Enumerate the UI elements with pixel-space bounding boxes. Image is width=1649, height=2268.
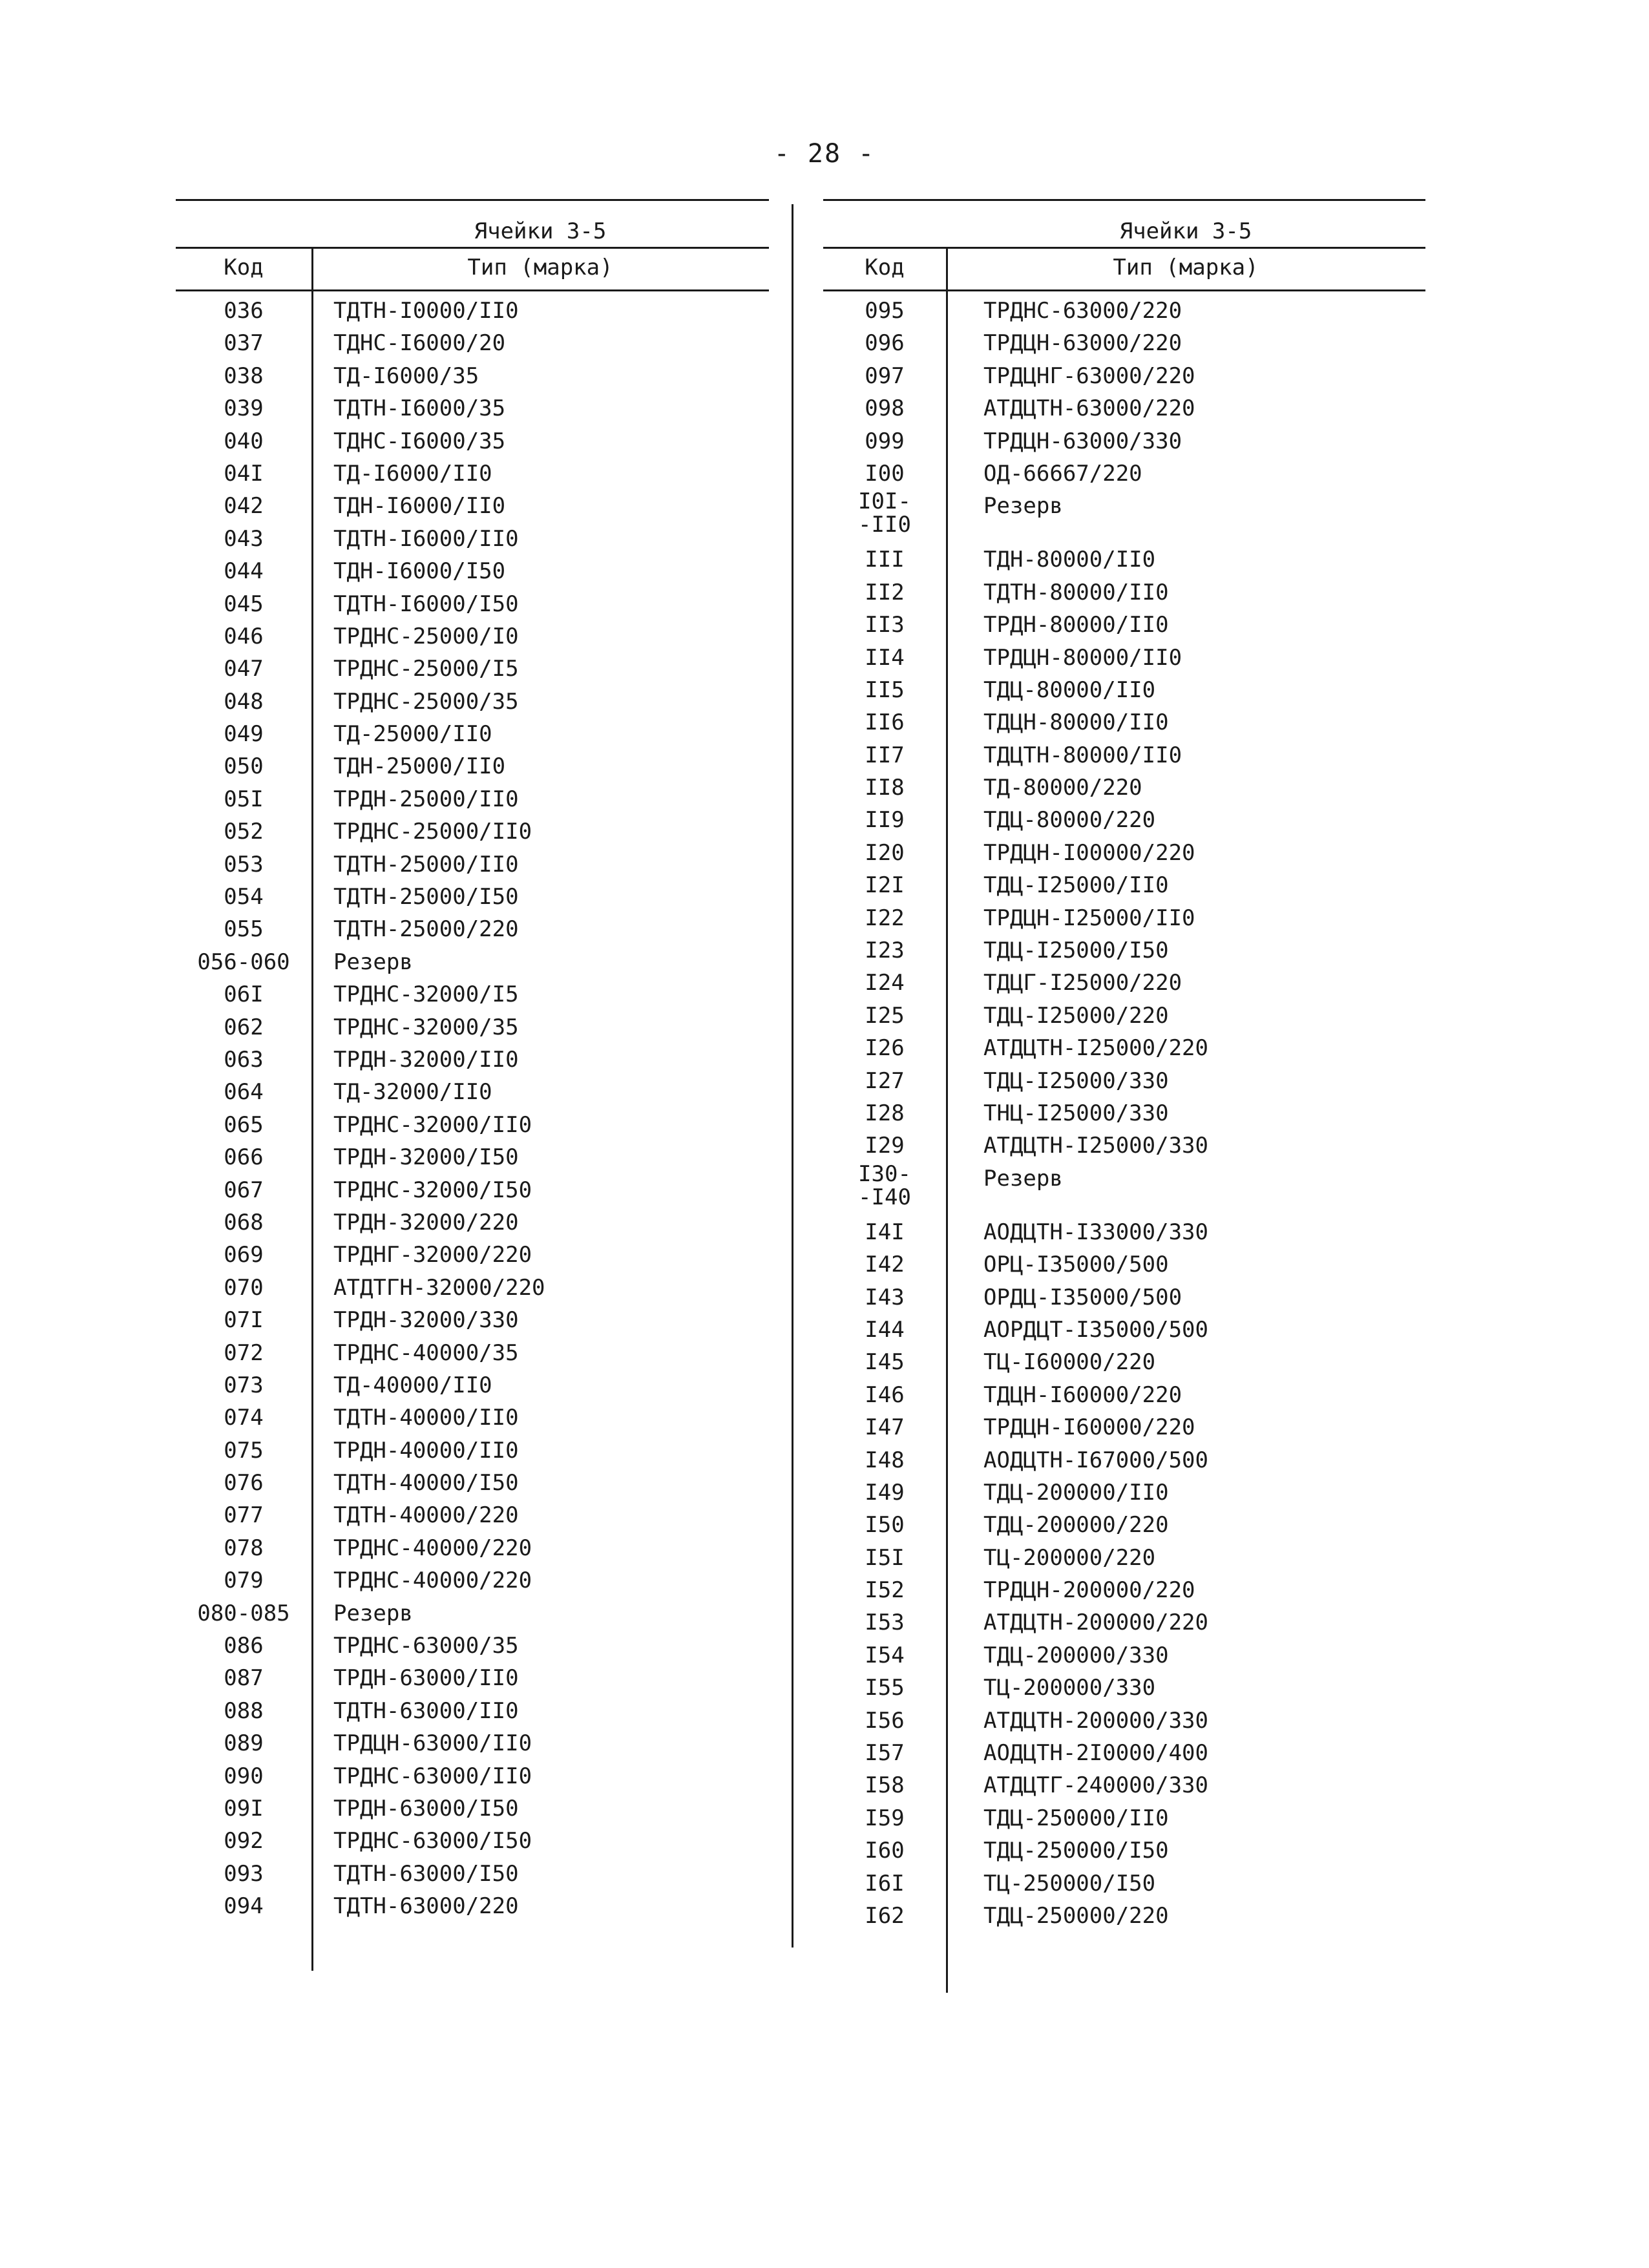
row-type: ТРДЦН-63000/220 — [983, 330, 1182, 357]
row-type: АОРДЦТ-I35000/500 — [983, 1316, 1208, 1343]
row-code: I47 — [865, 1414, 905, 1441]
row-type: ТРДНС-63000/II0 — [333, 1763, 532, 1789]
column-divider — [946, 248, 948, 1993]
row-code: 048 — [224, 688, 264, 715]
row-code: I54 — [865, 1642, 905, 1668]
row-type: ТД-I6000/35 — [333, 362, 479, 389]
row-code: I56 — [865, 1707, 905, 1734]
row-type: ТРДНС-63000/35 — [333, 1633, 519, 1659]
row-type: Резерв — [333, 1600, 413, 1626]
row-type: Резерв — [983, 1165, 1063, 1192]
row-code: I5I — [865, 1544, 905, 1571]
row-type: ТРДНГ-32000/220 — [333, 1242, 532, 1268]
row-type: ТДТН-40000/II0 — [333, 1405, 519, 1431]
row-type: ТРДН-32000/220 — [333, 1209, 519, 1235]
row-type: ТДТН-I6000/35 — [333, 395, 506, 422]
header-bottom-rule — [823, 289, 1425, 291]
row-code: 093 — [224, 1860, 264, 1887]
row-code: I24 — [865, 970, 905, 996]
row-code: 049 — [224, 721, 264, 748]
row-type: ТРДНС-25000/35 — [333, 688, 519, 715]
row-type: ТДЦ-I25000/220 — [983, 1002, 1169, 1029]
row-type: ТД-25000/II0 — [333, 721, 492, 748]
row-code: 092 — [224, 1828, 264, 1854]
row-type: ТРДНС-32000/I50 — [333, 1177, 532, 1203]
row-code: I46 — [865, 1381, 905, 1408]
row-type: ТРДНС-25000/I5 — [333, 656, 519, 682]
row-type: ТДЦ-I25000/II0 — [983, 872, 1169, 899]
header-bottom-rule — [176, 289, 769, 291]
row-type: ТДЦ-80000/220 — [983, 807, 1156, 834]
row-code: I27 — [865, 1067, 905, 1094]
row-type: ТДЦГ-I25000/220 — [983, 970, 1182, 996]
row-code: I6I — [865, 1870, 905, 1896]
row-type: ТДЦ-250000/II0 — [983, 1805, 1169, 1831]
row-code: 062 — [224, 1014, 264, 1040]
row-code: 078 — [224, 1535, 264, 1561]
row-type: ТДЦН-80000/II0 — [983, 709, 1169, 736]
row-code: 047 — [224, 656, 264, 682]
row-type: ТРДЦН-80000/II0 — [983, 644, 1182, 671]
row-code: I58 — [865, 1772, 905, 1799]
row-code: 072 — [224, 1339, 264, 1366]
row-code: II9 — [865, 807, 905, 834]
row-code: I57 — [865, 1740, 905, 1767]
center-divider — [792, 204, 793, 1948]
row-type: ТЦ-200000/330 — [983, 1675, 1156, 1701]
header-rule — [176, 247, 769, 249]
row-code: 052 — [224, 819, 264, 845]
row-code: 06I — [224, 982, 264, 1008]
row-code: III — [865, 547, 905, 573]
row-code: I50 — [865, 1512, 905, 1538]
row-type: ТДЦ-200000/II0 — [983, 1479, 1169, 1506]
row-code: 039 — [224, 395, 264, 422]
row-code: I30- -I40 — [858, 1160, 911, 1210]
row-type: ТРДН-32000/II0 — [333, 1046, 519, 1073]
row-type: АТДЦТН-200000/220 — [983, 1610, 1208, 1636]
header-rule — [823, 247, 1425, 249]
row-code: I60 — [865, 1838, 905, 1864]
row-type: ТДТН-I0000/II0 — [333, 298, 519, 324]
row-type: ТНЦ-I25000/330 — [983, 1100, 1169, 1126]
row-code: 098 — [865, 395, 905, 422]
row-code: 075 — [224, 1437, 264, 1464]
row-code: I52 — [865, 1577, 905, 1604]
row-code: I22 — [865, 905, 905, 931]
row-type: ТДТН-25000/I50 — [333, 884, 519, 910]
row-type: ТРДЦН-I00000/220 — [983, 839, 1195, 866]
row-code: 067 — [224, 1177, 264, 1203]
row-type: ТЦ-250000/I50 — [983, 1870, 1156, 1896]
row-code: 045 — [224, 591, 264, 617]
row-code: 064 — [224, 1079, 264, 1106]
row-code: I00 — [865, 460, 905, 487]
row-type: ТДН-80000/II0 — [983, 547, 1156, 573]
row-type: ТРДН-32000/I50 — [333, 1144, 519, 1171]
row-code: I26 — [865, 1035, 905, 1062]
row-code: I4I — [865, 1219, 905, 1245]
row-type: ТД-32000/II0 — [333, 1079, 492, 1106]
row-code: 054 — [224, 884, 264, 910]
row-code: I0I- -II0 — [858, 488, 911, 538]
row-type: ТДЦН-I60000/220 — [983, 1381, 1182, 1408]
row-type: ТДТН-63000/I50 — [333, 1860, 519, 1887]
row-code: I43 — [865, 1284, 905, 1310]
row-code: I25 — [865, 1002, 905, 1029]
row-type: ТДТН-25000/220 — [333, 916, 519, 943]
row-code: 056-060 — [197, 949, 290, 975]
row-type: ОРДЦ-I35000/500 — [983, 1284, 1182, 1310]
row-code: I48 — [865, 1447, 905, 1473]
row-code: I59 — [865, 1805, 905, 1831]
row-type: ТДНС-I6000/20 — [333, 330, 506, 357]
row-type: ТРДЦН-63000/330 — [983, 428, 1182, 454]
row-code: 080-085 — [197, 1600, 290, 1626]
row-code: II8 — [865, 775, 905, 801]
row-code: 042 — [224, 493, 264, 520]
row-type: ТРДНС-63000/I50 — [333, 1828, 532, 1854]
row-type: АТДТГН-32000/220 — [333, 1274, 545, 1301]
row-code: 079 — [224, 1568, 264, 1594]
row-code: 069 — [224, 1242, 264, 1268]
row-code: 043 — [224, 525, 264, 552]
column-header-type: Тип (марка) — [1113, 255, 1259, 280]
row-code: 099 — [865, 428, 905, 454]
row-type: ТРДЦНГ-63000/220 — [983, 362, 1195, 389]
row-type: ТРДНС-32000/I5 — [333, 982, 519, 1008]
row-code: 096 — [865, 330, 905, 357]
row-type: ОД-66667/220 — [983, 460, 1142, 487]
row-code: 074 — [224, 1405, 264, 1431]
row-code: 07I — [224, 1307, 264, 1334]
row-code: 053 — [224, 851, 264, 877]
row-type: ТД-I6000/II0 — [333, 460, 492, 487]
row-code: 040 — [224, 428, 264, 454]
row-type: ТРДНС-63000/220 — [983, 298, 1182, 324]
row-type: ТРДЦН-63000/II0 — [333, 1730, 532, 1757]
row-type: ТД-40000/II0 — [333, 1372, 492, 1398]
row-type: ТДТН-I6000/II0 — [333, 525, 519, 552]
row-code: I42 — [865, 1252, 905, 1278]
row-code: I62 — [865, 1902, 905, 1929]
row-code: 050 — [224, 753, 264, 780]
row-code: I2I — [865, 872, 905, 899]
row-type: ТДН-I6000/I50 — [333, 558, 506, 585]
row-type: ТДТН-63000/II0 — [333, 1697, 519, 1724]
row-code: 076 — [224, 1470, 264, 1496]
row-type: ТРДН-32000/330 — [333, 1307, 519, 1334]
row-type: ТДЦ-I25000/I50 — [983, 938, 1169, 964]
row-code: 097 — [865, 362, 905, 389]
row-code: 04I — [224, 460, 264, 487]
row-type: ТДН-25000/II0 — [333, 753, 506, 780]
row-type: ТРДНС-32000/35 — [333, 1014, 519, 1040]
row-code: 063 — [224, 1046, 264, 1073]
table-top-rule — [823, 199, 1425, 201]
row-code: 094 — [224, 1893, 264, 1920]
row-code: 066 — [224, 1144, 264, 1171]
row-type: ТДТН-40000/220 — [333, 1502, 519, 1529]
row-type: ТДЦТН-80000/II0 — [983, 742, 1182, 768]
row-code: II6 — [865, 709, 905, 736]
column-header-type: Тип (марка) — [467, 255, 613, 280]
row-code: II3 — [865, 612, 905, 638]
column-divider — [311, 248, 313, 1971]
row-type: ТДТН-63000/220 — [333, 1893, 519, 1920]
row-code: 05I — [224, 786, 264, 812]
row-type: ТДЦ-80000/II0 — [983, 677, 1156, 703]
table-top-rule — [176, 199, 769, 201]
column-header-code: Код — [224, 255, 264, 280]
row-type: ТРДНС-40000/35 — [333, 1339, 519, 1366]
row-code: I28 — [865, 1100, 905, 1126]
row-type: АТДЦТН-200000/330 — [983, 1707, 1208, 1734]
row-type: ОРЦ-I35000/500 — [983, 1252, 1169, 1278]
row-code: 073 — [224, 1372, 264, 1398]
row-code: I20 — [865, 839, 905, 866]
row-code: I49 — [865, 1479, 905, 1506]
row-code: 089 — [224, 1730, 264, 1757]
row-type: ТРДН-25000/II0 — [333, 786, 519, 812]
row-type: ТД-80000/220 — [983, 775, 1142, 801]
row-code: 086 — [224, 1633, 264, 1659]
row-type: ТРДН-40000/II0 — [333, 1437, 519, 1464]
row-type: ТРДН-63000/II0 — [333, 1665, 519, 1692]
row-code: 038 — [224, 362, 264, 389]
row-type: ТЦ-I60000/220 — [983, 1349, 1156, 1376]
group-title: Ячейки 3-5 — [474, 218, 607, 244]
row-type: Резерв — [983, 493, 1063, 520]
row-code: II4 — [865, 644, 905, 671]
row-code: 046 — [224, 623, 264, 649]
row-type: ТДЦ-250000/220 — [983, 1902, 1169, 1929]
row-code: 065 — [224, 1111, 264, 1138]
row-code: 068 — [224, 1209, 264, 1235]
row-code: II7 — [865, 742, 905, 768]
page-number: - 28 - — [773, 139, 876, 169]
row-type: ТДЦ-200000/220 — [983, 1512, 1169, 1538]
row-code: 090 — [224, 1763, 264, 1789]
row-type: ТДН-I6000/II0 — [333, 493, 506, 520]
row-type: АОДЦТН-I33000/330 — [983, 1219, 1208, 1245]
row-type: ТЦ-200000/220 — [983, 1544, 1156, 1571]
row-type: АТДЦТН-I25000/220 — [983, 1035, 1208, 1062]
row-type: ТДТН-I6000/I50 — [333, 591, 519, 617]
row-code: II2 — [865, 579, 905, 605]
row-code: I23 — [865, 938, 905, 964]
row-type: АОДЦТН-2I0000/400 — [983, 1740, 1208, 1767]
row-code: 077 — [224, 1502, 264, 1529]
row-type: Резерв — [333, 949, 413, 975]
row-code: II5 — [865, 677, 905, 703]
row-code: 095 — [865, 298, 905, 324]
row-type: ТРДЦН-I60000/220 — [983, 1414, 1195, 1441]
row-type: ТРДНС-40000/220 — [333, 1535, 532, 1561]
row-type: ТРДНС-25000/II0 — [333, 819, 532, 845]
row-code: 088 — [224, 1697, 264, 1724]
row-code: I44 — [865, 1316, 905, 1343]
row-type: ТРДНС-40000/220 — [333, 1568, 532, 1594]
row-type: ТДТН-80000/II0 — [983, 579, 1169, 605]
row-type: ТРДН-63000/I50 — [333, 1795, 519, 1822]
row-type: ТДЦ-200000/330 — [983, 1642, 1169, 1668]
row-code: 055 — [224, 916, 264, 943]
group-title: Ячейки 3-5 — [1119, 218, 1252, 244]
row-type: ТРДНС-32000/II0 — [333, 1111, 532, 1138]
row-type: ТДНС-I6000/35 — [333, 428, 506, 454]
row-code: I53 — [865, 1610, 905, 1636]
row-type: ТДТН-25000/II0 — [333, 851, 519, 877]
row-type: ТРДНС-25000/I0 — [333, 623, 519, 649]
row-code: I45 — [865, 1349, 905, 1376]
row-code: 044 — [224, 558, 264, 585]
row-code: 087 — [224, 1665, 264, 1692]
column-header-code: Код — [865, 255, 905, 280]
row-code: I29 — [865, 1133, 905, 1159]
row-type: АТДЦТН-I25000/330 — [983, 1133, 1208, 1159]
row-code: I55 — [865, 1675, 905, 1701]
row-code: 070 — [224, 1274, 264, 1301]
row-type: АТДЦТГ-240000/330 — [983, 1772, 1208, 1799]
row-type: ТДЦ-250000/I50 — [983, 1838, 1169, 1864]
row-type: ТРДЦН-200000/220 — [983, 1577, 1195, 1604]
row-code: 036 — [224, 298, 264, 324]
row-type: ТРДЦН-I25000/II0 — [983, 905, 1195, 931]
row-type: ТДЦ-I25000/330 — [983, 1067, 1169, 1094]
row-type: ТДТН-40000/I50 — [333, 1470, 519, 1496]
row-type: АОДЦТН-I67000/500 — [983, 1447, 1208, 1473]
row-type: ТРДН-80000/II0 — [983, 612, 1169, 638]
row-type: АТДЦТН-63000/220 — [983, 395, 1195, 422]
row-code: 09I — [224, 1795, 264, 1822]
row-code: 037 — [224, 330, 264, 357]
